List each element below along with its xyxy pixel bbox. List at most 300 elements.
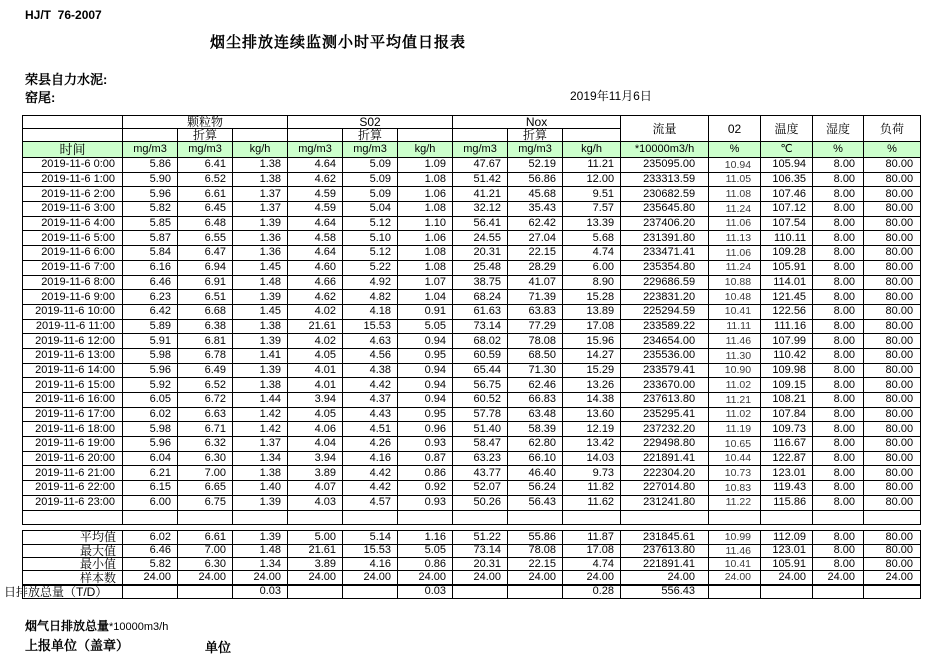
col-humidity: 湿度 [813, 116, 864, 142]
value-cell: 1.36 [233, 246, 288, 261]
value-cell: 52.19 [508, 158, 563, 173]
value-cell: 51.22 [453, 531, 508, 544]
value-cell: 8.00 [813, 319, 864, 334]
table-row [23, 158, 921, 173]
value-cell: 105.94 [761, 158, 813, 173]
value-cell: 52.07 [453, 481, 508, 496]
time-cell: 2019-11-6 8:00 [23, 275, 123, 290]
time-cell: 2019-11-6 14:00 [23, 363, 123, 378]
daily-total-row [23, 585, 921, 599]
value-cell: 71.39 [508, 290, 563, 305]
value-cell: 4.59 [288, 202, 343, 217]
value-cell: 556.43 [621, 585, 709, 599]
value-cell: 80.00 [864, 304, 921, 319]
unit-cell: mg/m3 [123, 142, 178, 158]
value-cell: 15.53 [343, 544, 398, 557]
value-cell [864, 585, 921, 599]
value-cell: 8.90 [563, 275, 621, 290]
value-cell: 9.73 [563, 466, 621, 481]
value-cell: 4.43 [343, 407, 398, 422]
value-cell: 0.28 [563, 585, 621, 599]
company-name: 荣县自力水泥: [25, 72, 108, 87]
value-cell: 60.59 [453, 348, 508, 363]
value-cell: 5.87 [123, 231, 178, 246]
value-cell: 8.00 [813, 275, 864, 290]
value-cell: 78.08 [508, 334, 563, 349]
value-cell: 110.11 [761, 231, 813, 246]
value-cell: 13.89 [563, 304, 621, 319]
value-cell: 57.78 [453, 407, 508, 422]
value-cell: 6.63 [178, 407, 233, 422]
empty-cell [864, 510, 921, 525]
value-cell: 237232.20 [621, 422, 709, 437]
value-cell: 5.85 [123, 216, 178, 231]
empty-cell [398, 510, 453, 525]
value-cell: 1.10 [398, 216, 453, 231]
empty-cell [23, 510, 123, 525]
value-cell: 8.00 [813, 363, 864, 378]
value-cell: 11.46 [709, 334, 761, 349]
unit-cell: mg/m3 [508, 142, 563, 158]
value-cell: 11.22 [709, 495, 761, 510]
value-cell: 5.82 [123, 202, 178, 217]
value-cell: 58.39 [508, 422, 563, 437]
value-cell: 3.94 [288, 393, 343, 408]
table-row [23, 216, 921, 231]
value-cell: 4.66 [288, 275, 343, 290]
value-cell: 10.83 [709, 481, 761, 496]
value-cell: 80.00 [864, 422, 921, 437]
value-cell: 6.48 [178, 216, 233, 231]
unit-cell: kg/h [233, 142, 288, 158]
value-cell: 108.21 [761, 393, 813, 408]
value-cell: 6.04 [123, 451, 178, 466]
table-row [23, 393, 921, 408]
time-cell: 2019-11-6 4:00 [23, 216, 123, 231]
value-cell: 4.18 [343, 304, 398, 319]
value-cell: 233313.59 [621, 172, 709, 187]
value-cell: 4.64 [288, 246, 343, 261]
value-cell: 235095.00 [621, 158, 709, 173]
value-cell: 22.15 [508, 557, 563, 570]
col-group-pm: 颗粒物 [123, 116, 288, 129]
value-cell: 1.45 [233, 304, 288, 319]
table-row [23, 275, 921, 290]
value-cell: 80.00 [864, 466, 921, 481]
value-cell: 4.37 [343, 393, 398, 408]
value-cell: 0.92 [398, 481, 453, 496]
value-cell: 80.00 [864, 187, 921, 202]
value-cell: 11.08 [709, 187, 761, 202]
col-group-nox: Nox [453, 116, 621, 129]
value-cell: 35.43 [508, 202, 563, 217]
value-cell: 107.84 [761, 407, 813, 422]
empty-cell [178, 510, 233, 525]
value-cell: 1.37 [233, 437, 288, 452]
value-cell: 8.00 [813, 260, 864, 275]
table-row [23, 437, 921, 452]
value-cell: 6.68 [178, 304, 233, 319]
value-cell: 4.42 [343, 466, 398, 481]
value-cell: 8.00 [813, 378, 864, 393]
value-cell: 21.61 [288, 544, 343, 557]
value-cell: 32.12 [453, 202, 508, 217]
value-cell: 234654.00 [621, 334, 709, 349]
empty-cell [343, 510, 398, 525]
table-row [23, 304, 921, 319]
value-cell: 80.00 [864, 202, 921, 217]
value-cell: 80.00 [864, 495, 921, 510]
summary-table [4, 530, 921, 599]
value-cell: 0.94 [398, 334, 453, 349]
empty-cell [761, 510, 813, 525]
value-cell: 4.60 [288, 260, 343, 275]
value-cell: 4.64 [288, 216, 343, 231]
col-o2: 02 [709, 116, 761, 142]
unit-cell: mg/m3 [343, 142, 398, 158]
value-cell: 4.38 [343, 363, 398, 378]
value-cell: 24.00 [508, 571, 563, 585]
value-cell: 5.04 [343, 202, 398, 217]
value-cell: 105.91 [761, 557, 813, 570]
value-cell: 116.67 [761, 437, 813, 452]
value-cell: 1.38 [233, 319, 288, 334]
summary-label-cell: 最大值 [23, 544, 123, 557]
value-cell: 0.91 [398, 304, 453, 319]
value-cell: 5.89 [123, 319, 178, 334]
value-cell: 80.00 [864, 437, 921, 452]
value-cell: 1.48 [233, 544, 288, 557]
value-cell: 58.47 [453, 437, 508, 452]
value-cell: 107.99 [761, 334, 813, 349]
time-cell: 2019-11-6 22:00 [23, 481, 123, 496]
value-cell: 4.56 [343, 348, 398, 363]
value-cell: 8.00 [813, 466, 864, 481]
empty-cell [621, 510, 709, 525]
value-cell: 68.02 [453, 334, 508, 349]
table-row [23, 348, 921, 363]
value-cell: 66.10 [508, 451, 563, 466]
value-cell: 6.91 [178, 275, 233, 290]
value-cell: 6.72 [178, 393, 233, 408]
value-cell: 24.00 [288, 571, 343, 585]
time-cell: 2019-11-6 0:00 [23, 158, 123, 173]
value-cell: 11.02 [709, 407, 761, 422]
value-cell: 4.59 [288, 187, 343, 202]
value-cell: 62.46 [508, 378, 563, 393]
value-cell: 6.46 [123, 544, 178, 557]
value-cell: 24.00 [709, 571, 761, 585]
value-cell: 8.00 [813, 290, 864, 305]
time-cell: 2019-11-6 10:00 [23, 304, 123, 319]
table-row [23, 466, 921, 481]
value-cell: 1.04 [398, 290, 453, 305]
time-cell: 2019-11-6 7:00 [23, 260, 123, 275]
reporting-unit-label: 上报单位（盖章） [25, 638, 130, 653]
value-cell: 1.36 [233, 231, 288, 246]
value-cell: 110.42 [761, 348, 813, 363]
station-name: 窑尾: [25, 90, 56, 105]
value-cell: 24.00 [813, 571, 864, 585]
value-cell: 6.00 [123, 495, 178, 510]
col-temp: 温度 [761, 116, 813, 142]
value-cell: 1.45 [233, 260, 288, 275]
summary-row [23, 544, 921, 557]
value-cell: 80.00 [864, 334, 921, 349]
value-cell: 5.12 [343, 246, 398, 261]
value-cell: 1.42 [233, 407, 288, 422]
unit-cell: *10000m3/h [621, 142, 709, 158]
value-cell [178, 585, 233, 599]
value-cell: 10.73 [709, 466, 761, 481]
value-cell: 13.60 [563, 407, 621, 422]
value-cell: 6.30 [178, 451, 233, 466]
table-row [23, 451, 921, 466]
table-row [23, 246, 921, 261]
header-blank [23, 116, 123, 129]
value-cell: 6.61 [178, 187, 233, 202]
value-cell: 62.42 [508, 216, 563, 231]
value-cell: 5.10 [343, 231, 398, 246]
value-cell: 6.51 [178, 290, 233, 305]
value-cell: 13.26 [563, 378, 621, 393]
value-cell: 17.08 [563, 544, 621, 557]
value-cell: 109.15 [761, 378, 813, 393]
value-cell: 4.03 [288, 495, 343, 510]
value-cell: 0.87 [398, 451, 453, 466]
value-cell: 21.61 [288, 319, 343, 334]
value-cell: 80.00 [864, 363, 921, 378]
table-row [23, 319, 921, 334]
unit-label: 单位 [205, 640, 232, 655]
value-cell: 6.05 [123, 393, 178, 408]
unit-cell: kg/h [563, 142, 621, 158]
value-cell: 10.41 [709, 304, 761, 319]
value-cell: 6.15 [123, 481, 178, 496]
value-cell: 1.39 [233, 531, 288, 544]
value-cell: 80.00 [864, 172, 921, 187]
value-cell: 11.24 [709, 260, 761, 275]
flue-gas-total-label: 烟气日排放总量*10000m3/h [25, 619, 169, 633]
empty-cell [233, 510, 288, 525]
value-cell: 11.21 [563, 158, 621, 173]
value-cell: 11.13 [709, 231, 761, 246]
value-cell: 11.30 [709, 348, 761, 363]
value-cell: 10.48 [709, 290, 761, 305]
value-cell: 0.94 [398, 363, 453, 378]
value-cell: 5.96 [123, 187, 178, 202]
value-cell: 46.40 [508, 466, 563, 481]
summary-row [23, 531, 921, 544]
value-cell: 112.09 [761, 531, 813, 544]
value-cell: 1.06 [398, 231, 453, 246]
value-cell: 6.61 [178, 531, 233, 544]
value-cell: 6.38 [178, 319, 233, 334]
value-cell: 6.23 [123, 290, 178, 305]
value-cell: 4.26 [343, 437, 398, 452]
value-cell: 11.82 [563, 481, 621, 496]
empty-cell [563, 510, 621, 525]
unit-cell: mg/m3 [453, 142, 508, 158]
value-cell: 6.49 [178, 363, 233, 378]
value-cell: 10.44 [709, 451, 761, 466]
value-cell: 123.01 [761, 544, 813, 557]
so2-converted-label: 折算 [343, 129, 398, 142]
unit-cell: % [813, 142, 864, 158]
value-cell: 231241.80 [621, 495, 709, 510]
value-cell: 14.27 [563, 348, 621, 363]
table-row [23, 187, 921, 202]
value-cell: 6.75 [178, 495, 233, 510]
value-cell: 56.75 [453, 378, 508, 393]
value-cell: 80.00 [864, 544, 921, 557]
value-cell: 1.44 [233, 393, 288, 408]
value-cell: 8.00 [813, 187, 864, 202]
value-cell: 24.00 [761, 571, 813, 585]
value-cell: 11.19 [709, 422, 761, 437]
value-cell: 8.00 [813, 202, 864, 217]
value-cell: 8.00 [813, 407, 864, 422]
value-cell: 6.16 [123, 260, 178, 275]
value-cell: 1.34 [233, 451, 288, 466]
value-cell: 80.00 [864, 260, 921, 275]
unit-cell: mg/m3 [288, 142, 343, 158]
value-cell: 4.57 [343, 495, 398, 510]
value-cell: 25.48 [453, 260, 508, 275]
value-cell: 5.82 [123, 557, 178, 570]
value-cell: 8.00 [813, 231, 864, 246]
value-cell: 227014.80 [621, 481, 709, 496]
value-cell: 17.08 [563, 319, 621, 334]
value-cell: 0.95 [398, 407, 453, 422]
value-cell: 1.39 [233, 363, 288, 378]
value-cell: 20.31 [453, 246, 508, 261]
table-row [23, 231, 921, 246]
value-cell: 7.00 [178, 466, 233, 481]
value-cell: 0.03 [398, 585, 453, 599]
time-cell: 2019-11-6 18:00 [23, 422, 123, 437]
value-cell: 221891.41 [621, 451, 709, 466]
value-cell: 4.51 [343, 422, 398, 437]
time-cell: 2019-11-6 5:00 [23, 231, 123, 246]
value-cell: 4.74 [563, 557, 621, 570]
table-row [23, 363, 921, 378]
value-cell: 1.37 [233, 187, 288, 202]
value-cell: 8.00 [813, 158, 864, 173]
table-row [23, 378, 921, 393]
value-cell: 11.21 [709, 393, 761, 408]
value-cell: 12.00 [563, 172, 621, 187]
value-cell: 6.78 [178, 348, 233, 363]
value-cell: 111.16 [761, 319, 813, 334]
value-cell: 9.51 [563, 187, 621, 202]
value-cell: 5.86 [123, 158, 178, 173]
value-cell: 122.56 [761, 304, 813, 319]
value-cell: 119.43 [761, 481, 813, 496]
value-cell: 6.71 [178, 422, 233, 437]
time-cell: 2019-11-6 16:00 [23, 393, 123, 408]
value-cell: 13.39 [563, 216, 621, 231]
value-cell: 8.00 [813, 348, 864, 363]
col-flow: 流量 [621, 116, 709, 142]
time-cell: 2019-11-6 2:00 [23, 187, 123, 202]
value-cell: 4.64 [288, 158, 343, 173]
empty-cell [508, 510, 563, 525]
value-cell: 24.00 [233, 571, 288, 585]
time-cell: 2019-11-6 23:00 [23, 495, 123, 510]
value-cell [343, 585, 398, 599]
value-cell [453, 585, 508, 599]
value-cell: 10.41 [709, 557, 761, 570]
value-cell: 24.00 [563, 571, 621, 585]
summary-label-cell: 日排放总量（T/D） [23, 585, 123, 599]
value-cell: 5.05 [398, 319, 453, 334]
value-cell: 11.06 [709, 216, 761, 231]
unit-cell: % [709, 142, 761, 158]
value-cell: 80.00 [864, 557, 921, 570]
value-cell: 0.95 [398, 348, 453, 363]
value-cell [813, 585, 864, 599]
value-cell: 233589.22 [621, 319, 709, 334]
value-cell: 221891.41 [621, 557, 709, 570]
empty-row [23, 510, 921, 525]
value-cell: 114.01 [761, 275, 813, 290]
value-cell: 6.52 [178, 172, 233, 187]
value-cell: 0.94 [398, 393, 453, 408]
table-row [23, 172, 921, 187]
value-cell: 1.39 [233, 290, 288, 305]
value-cell: 3.89 [288, 557, 343, 570]
table-row [23, 202, 921, 217]
value-cell: 5.05 [398, 544, 453, 557]
value-cell: 5.98 [123, 422, 178, 437]
value-cell: 56.24 [508, 481, 563, 496]
value-cell: 11.24 [709, 202, 761, 217]
value-cell: 0.86 [398, 557, 453, 570]
value-cell: 38.75 [453, 275, 508, 290]
value-cell: 6.02 [123, 531, 178, 544]
value-cell: 235295.41 [621, 407, 709, 422]
value-cell: 237406.20 [621, 216, 709, 231]
value-cell: 5.22 [343, 260, 398, 275]
value-cell: 10.88 [709, 275, 761, 290]
value-cell: 5.92 [123, 378, 178, 393]
value-cell: 68.50 [508, 348, 563, 363]
value-cell: 5.68 [563, 231, 621, 246]
value-cell: 0.96 [398, 422, 453, 437]
summary-row [23, 571, 921, 585]
value-cell: 1.39 [233, 495, 288, 510]
summary-label-cell: 样本数 [23, 571, 123, 585]
value-cell: 4.07 [288, 481, 343, 496]
time-cell: 2019-11-6 1:00 [23, 172, 123, 187]
unit-cell: ℃ [761, 142, 813, 158]
time-cell: 2019-11-6 11:00 [23, 319, 123, 334]
value-cell: 24.55 [453, 231, 508, 246]
value-cell: 55.86 [508, 531, 563, 544]
value-cell: 235354.80 [621, 260, 709, 275]
value-cell: 122.87 [761, 451, 813, 466]
value-cell: 47.67 [453, 158, 508, 173]
value-cell: 78.08 [508, 544, 563, 557]
value-cell: 56.43 [508, 495, 563, 510]
value-cell: 5.90 [123, 172, 178, 187]
value-cell: 43.77 [453, 466, 508, 481]
value-cell: 80.00 [864, 275, 921, 290]
value-cell: 4.05 [288, 348, 343, 363]
value-cell: 8.00 [813, 495, 864, 510]
value-cell: 51.40 [453, 422, 508, 437]
